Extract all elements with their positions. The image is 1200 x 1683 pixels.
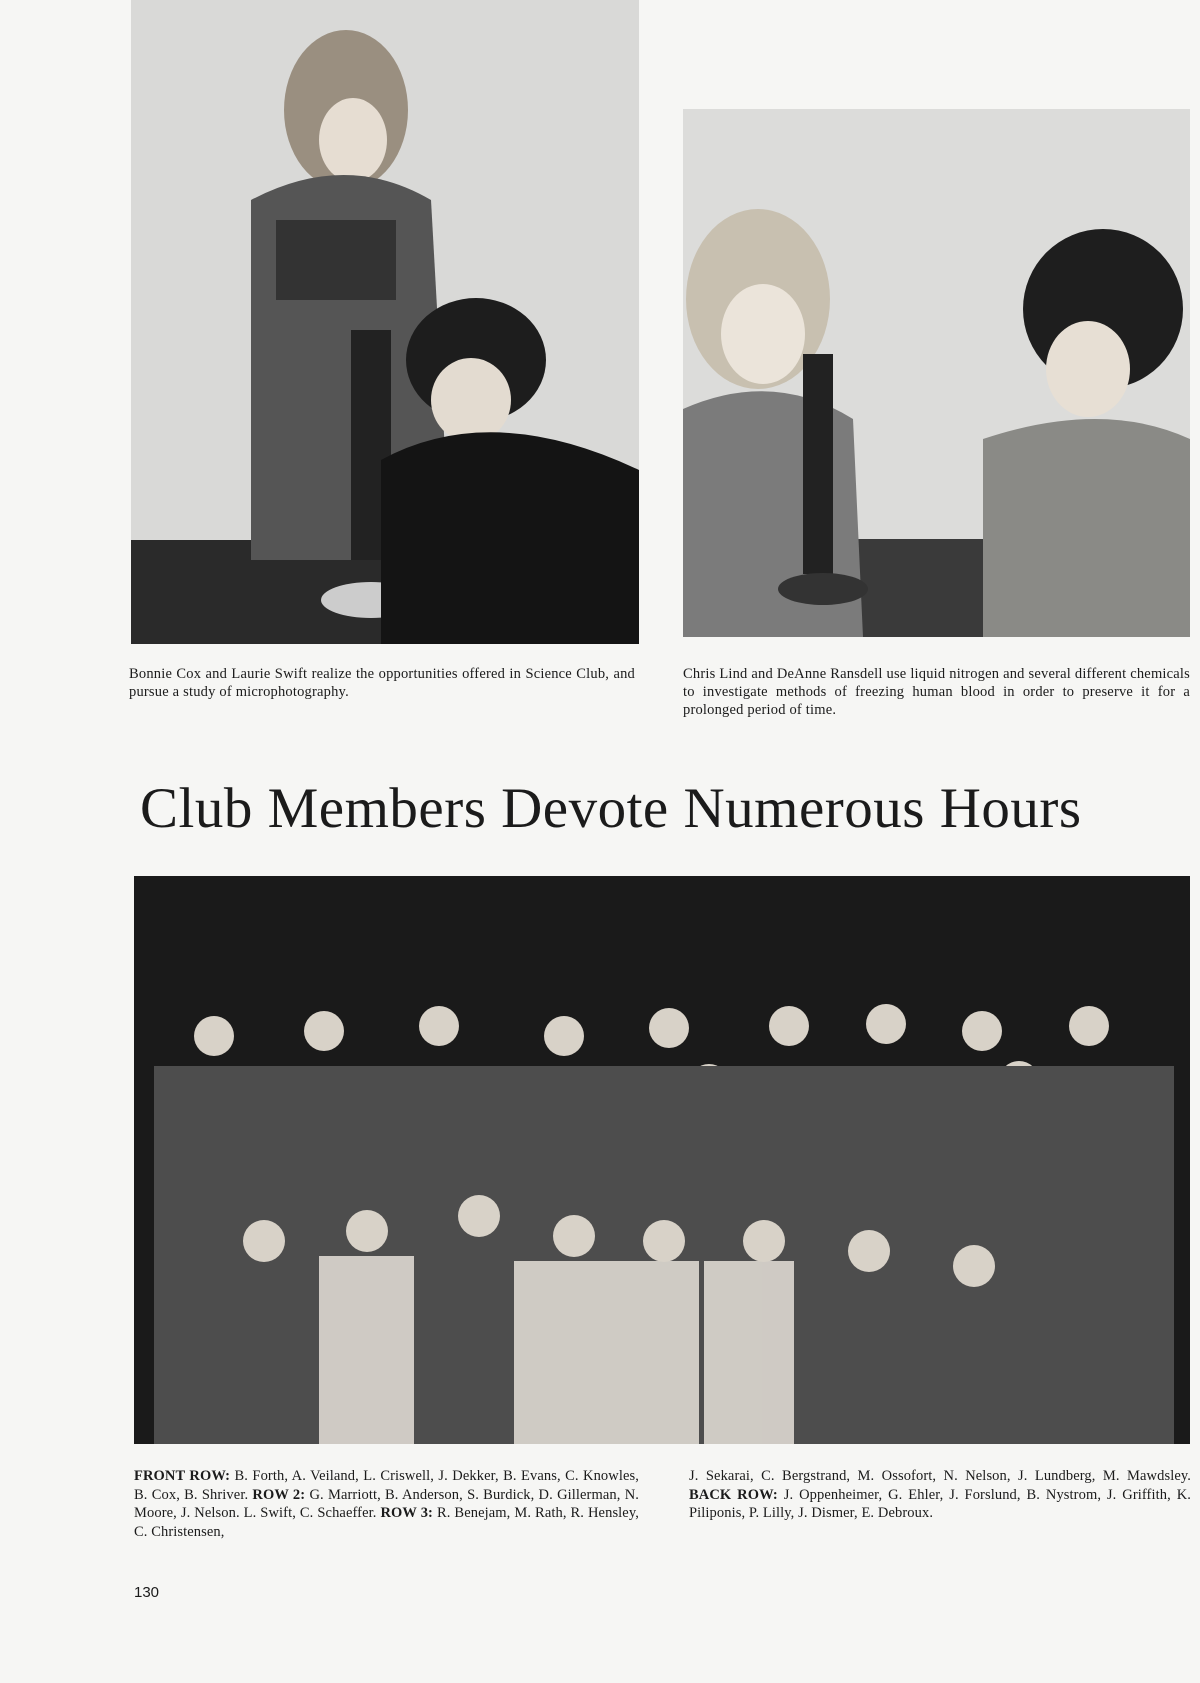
photo-group-portrait [134,876,1190,1444]
row3-names-part1: R. Benejam, M. Rath, R. Hensley, C. Christensen, [134,1505,639,1540]
photo-caption-microphotography: Bonnie Cox and Laurie Swift realize the opportunities offered in Science Club, and pursue a study of microphotography. [129,666,635,700]
front-row-names: B. Forth, A. Veiland, L. Criswell, J. Dekker, B. Evans, C. Knowles, B. Cox, B. Shriver. [134,1468,639,1503]
back-row-names: J. Oppenheimer, G. Ehler, J. Forslund, B. Nystrom, J. Griffith, K. Piliponis, P. Lilly, J. Dismer, E. Debroux. [689,1486,1191,1521]
front-row-label: FRONT ROW: [134,1468,231,1484]
member-names-column-2 [689,1467,1191,1523]
photo-microphotography [131,0,639,644]
row3-names-part2: J. Sekarai, C. Bergstrand, M. Ossofort, N. Nelson, J. Lundberg, M. Mawdsley. [689,1468,1191,1484]
page-number: 130 [134,1584,160,1601]
photo-liquid-nitrogen [683,109,1190,637]
row3-label: ROW 3: [380,1505,433,1521]
member-names-column-1 [134,1467,639,1541]
back-row-label: BACK ROW: [689,1486,778,1503]
row2-names: G. Marriott, B. Anderson, S. Burdick, D. Gillerman, N. Moore, J. Nelson. L. Swift, C. Schaeffer. [134,1486,639,1521]
photo-caption-liquid-nitrogen: Chris Lind and DeAnne Ransdell use liquid nitrogen and several different chemicals to investigate methods of freezing human blood in order to preserve it for a prolonged period of time. [683,666,1190,718]
page-headline: Club Members Devote Numerous Hours [140,777,1082,840]
row2-label: ROW 2: [252,1486,306,1503]
